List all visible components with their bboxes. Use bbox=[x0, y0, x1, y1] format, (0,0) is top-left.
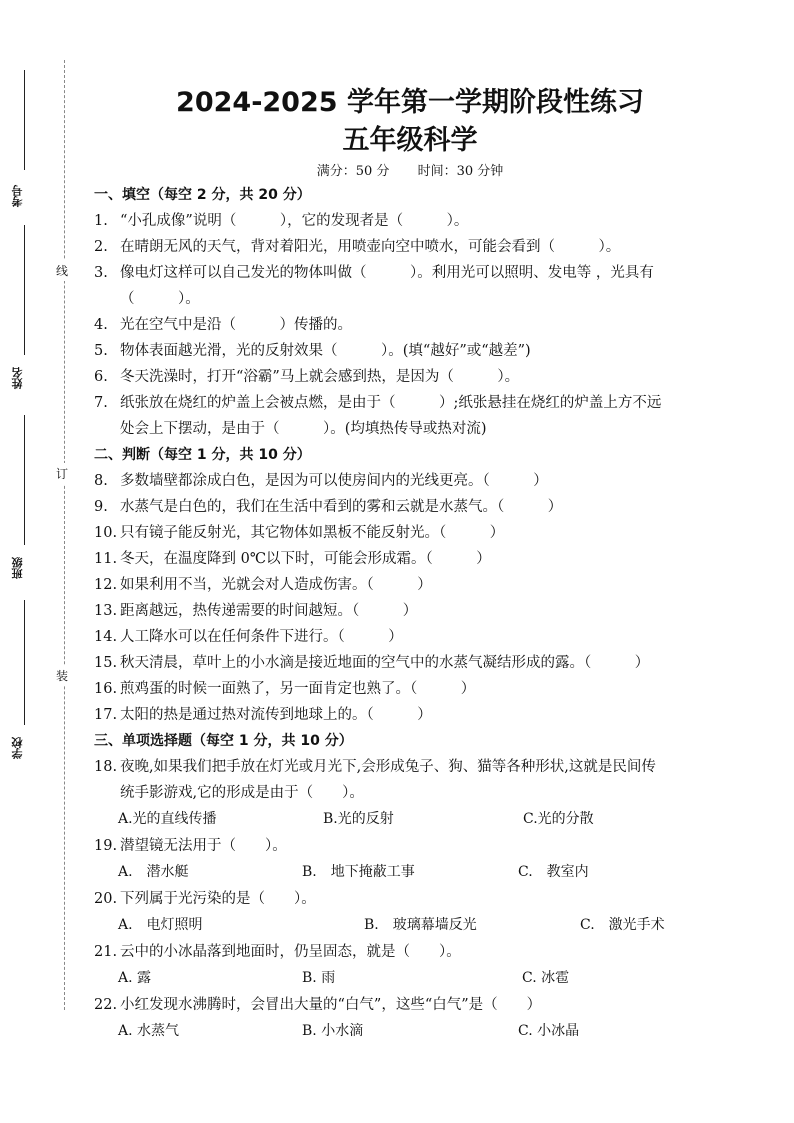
question-1 bbox=[94, 208, 724, 234]
question-3-cont bbox=[94, 286, 724, 312]
label-class: 班级 bbox=[11, 557, 24, 579]
question-number: 15. bbox=[94, 655, 118, 671]
question-text: 太阳的热是通过热对流传到地球上的。（ ） bbox=[120, 707, 432, 723]
section-true-false: 二、判断（每空 1 分，共 10 分） bbox=[94, 447, 311, 463]
question-number: 8. bbox=[94, 473, 108, 489]
option-a: A. 电灯照明 bbox=[118, 917, 203, 933]
question-number: 14. bbox=[94, 629, 118, 645]
question-11 bbox=[94, 546, 724, 572]
question-10 bbox=[94, 520, 724, 546]
option-c: C. 教室内 bbox=[518, 864, 589, 880]
question-number: 4. bbox=[94, 317, 108, 333]
exam-time: 时间：30 分钟 bbox=[417, 164, 504, 179]
question-text: 距离越远，热传递需要的时间越短。（ ） bbox=[120, 603, 418, 619]
question-number: 5. bbox=[94, 343, 108, 359]
question-text: 云中的小冰晶落到地面时，仍呈固态，就是（ ）。 bbox=[120, 944, 461, 960]
question-text: 在晴朗无风的天气，背对着阳光，用喷壶向空中喷水，可能会看到（ ）。 bbox=[120, 239, 621, 255]
question-text: 像电灯这样可以自己发光的物体叫做（ ）。利用光可以照明、发电等 ，光具有 bbox=[120, 265, 654, 281]
option-a: A. 水蒸气 bbox=[118, 1023, 180, 1039]
question-text: 下列属于光污染的是（ ）。 bbox=[120, 891, 316, 907]
options-22 bbox=[94, 1018, 724, 1045]
question-text: 统手影游戏,它的形成是由于（ ）。 bbox=[120, 785, 364, 801]
question-text: 只有镜子能反射光，其它物体如黑板不能反射光。（ ） bbox=[120, 525, 505, 541]
option-c: C. 冰雹 bbox=[522, 970, 570, 986]
fill-line-exam-number bbox=[24, 70, 25, 170]
question-text: 秋天清晨，草叶上的小水滴是接近地面的空气中的水蒸气凝结形成的露。（ ） bbox=[120, 655, 650, 671]
section-fill-blank: 一、填空（每空 2 分，共 20 分） bbox=[94, 187, 311, 203]
option-c: C. 激光手术 bbox=[580, 917, 665, 933]
exam-subject: 五年级科学 bbox=[342, 125, 478, 156]
option-b: B. 雨 bbox=[302, 970, 336, 986]
question-number: 12. bbox=[94, 577, 118, 593]
question-text: 人工降水可以在任何条件下进行。（ ） bbox=[120, 629, 403, 645]
question-text: 如果利用不当，光就会对人造成伤害。（ ） bbox=[120, 577, 432, 593]
label-name: 姓名 bbox=[11, 367, 24, 389]
question-number: 9. bbox=[94, 499, 108, 515]
question-22 bbox=[94, 992, 724, 1018]
question-text: 多数墙壁都涂成白色，是因为可以使房间内的光线更亮。（ ） bbox=[120, 473, 548, 489]
question-text: 冬天，在温度降到 0℃以下时，可能会形成霜。（ ） bbox=[120, 551, 491, 567]
option-c: C.光的分散 bbox=[523, 811, 594, 827]
question-text: 水蒸气是白色的，我们在生活中看到的雾和云就是水蒸气。（ ） bbox=[120, 499, 563, 515]
question-number: 2. bbox=[94, 239, 108, 255]
question-text: 纸张放在烧红的炉盖上会被点燃，是由于（ ）;纸张悬挂在烧红的炉盖上方不远 bbox=[120, 395, 662, 411]
option-a: A. 露 bbox=[118, 970, 152, 986]
option-c: C. 小冰晶 bbox=[518, 1023, 580, 1039]
question-4 bbox=[94, 312, 724, 338]
label-exam-number: 考号 bbox=[11, 185, 24, 207]
question-number: 1. bbox=[94, 213, 108, 229]
question-text: （ ）。 bbox=[120, 291, 200, 307]
question-2 bbox=[94, 234, 724, 260]
question-text: 煎鸡蛋的时候一面熟了，另一面肯定也熟了。（ ） bbox=[120, 681, 476, 697]
question-16 bbox=[94, 676, 724, 702]
question-9 bbox=[94, 494, 724, 520]
binding-margin bbox=[0, 0, 80, 1123]
question-text: 冬天洗澡时，打开“浴霸”马上就会感到热，是因为（ ）。 bbox=[120, 369, 520, 385]
exam-content bbox=[94, 182, 724, 1045]
question-20 bbox=[94, 886, 724, 912]
options-20 bbox=[94, 912, 724, 939]
question-8 bbox=[94, 468, 724, 494]
question-number: 13. bbox=[94, 603, 118, 619]
question-5 bbox=[94, 338, 724, 364]
option-b: B.光的反射 bbox=[323, 811, 394, 827]
cut-char-fold: 装 bbox=[56, 665, 68, 686]
option-b: B. 地下掩蔽工事 bbox=[302, 864, 415, 880]
question-number: 22. bbox=[94, 997, 118, 1013]
question-6 bbox=[94, 364, 724, 390]
option-a: A. 潜水艇 bbox=[118, 864, 189, 880]
option-b: B. 小水滴 bbox=[302, 1023, 364, 1039]
options-18 bbox=[94, 806, 724, 833]
question-18-cont bbox=[94, 780, 724, 806]
option-a: A.光的直线传播 bbox=[118, 811, 217, 827]
question-18 bbox=[94, 754, 724, 780]
question-text: 潜望镜无法用于（ ）。 bbox=[120, 838, 287, 854]
question-number: 16. bbox=[94, 681, 118, 697]
question-text: 夜晚,如果我们把手放在灯光或月光下,会形成兔子、狗、猫等各种形状,这就是民间传 bbox=[120, 759, 656, 775]
question-7 bbox=[94, 390, 724, 416]
question-3 bbox=[94, 260, 724, 286]
label-school: 学校 bbox=[11, 737, 24, 759]
question-number: 17. bbox=[94, 707, 118, 723]
fill-line-class bbox=[24, 415, 25, 545]
question-7-cont bbox=[94, 416, 724, 442]
exam-meta bbox=[100, 160, 720, 179]
options-21 bbox=[94, 965, 724, 992]
options-19 bbox=[94, 859, 724, 886]
total-score: 满分：50 分 bbox=[316, 164, 390, 179]
question-number: 21. bbox=[94, 944, 118, 960]
exam-title: 2024-2025 学年第一学期阶段性练习 bbox=[176, 87, 644, 118]
question-text: “小孔成像”说明（ ），它的发现者是（ ）。 bbox=[120, 213, 469, 229]
section-multiple-choice: 三、单项选择题（每空 1 分，共 10 分） bbox=[94, 733, 353, 749]
question-21 bbox=[94, 939, 724, 965]
question-number: 10. bbox=[94, 525, 118, 541]
cut-char-bind: 订 bbox=[56, 463, 68, 484]
question-19 bbox=[94, 833, 724, 859]
question-number: 20. bbox=[94, 891, 118, 907]
question-17 bbox=[94, 702, 724, 728]
question-13 bbox=[94, 598, 724, 624]
question-text: 光在空气中是沿（ ）传播的。 bbox=[120, 317, 352, 333]
question-number: 6. bbox=[94, 369, 108, 385]
cut-line bbox=[64, 60, 65, 1010]
question-number: 18. bbox=[94, 759, 118, 775]
option-b: B. 玻璃幕墙反光 bbox=[364, 917, 477, 933]
question-12 bbox=[94, 572, 724, 598]
fill-line-school bbox=[24, 600, 25, 725]
cut-char-line: 线 bbox=[56, 260, 68, 281]
question-14 bbox=[94, 624, 724, 650]
question-15 bbox=[94, 650, 724, 676]
question-number: 7. bbox=[94, 395, 108, 411]
question-number: 19. bbox=[94, 838, 118, 854]
question-text: 物体表面越光滑，光的反射效果（ ）。(填“越好”或“越差”) bbox=[120, 343, 531, 359]
question-text: 处会上下摆动，是由于（ ）。(均填热传导或热对流) bbox=[120, 421, 487, 437]
fill-line-name bbox=[24, 225, 25, 355]
question-number: 11. bbox=[94, 551, 118, 567]
question-text: 小红发现水沸腾时，会冒出大量的“白气”，这些“白气”是（ ） bbox=[120, 997, 542, 1013]
question-number: 3. bbox=[94, 265, 108, 281]
